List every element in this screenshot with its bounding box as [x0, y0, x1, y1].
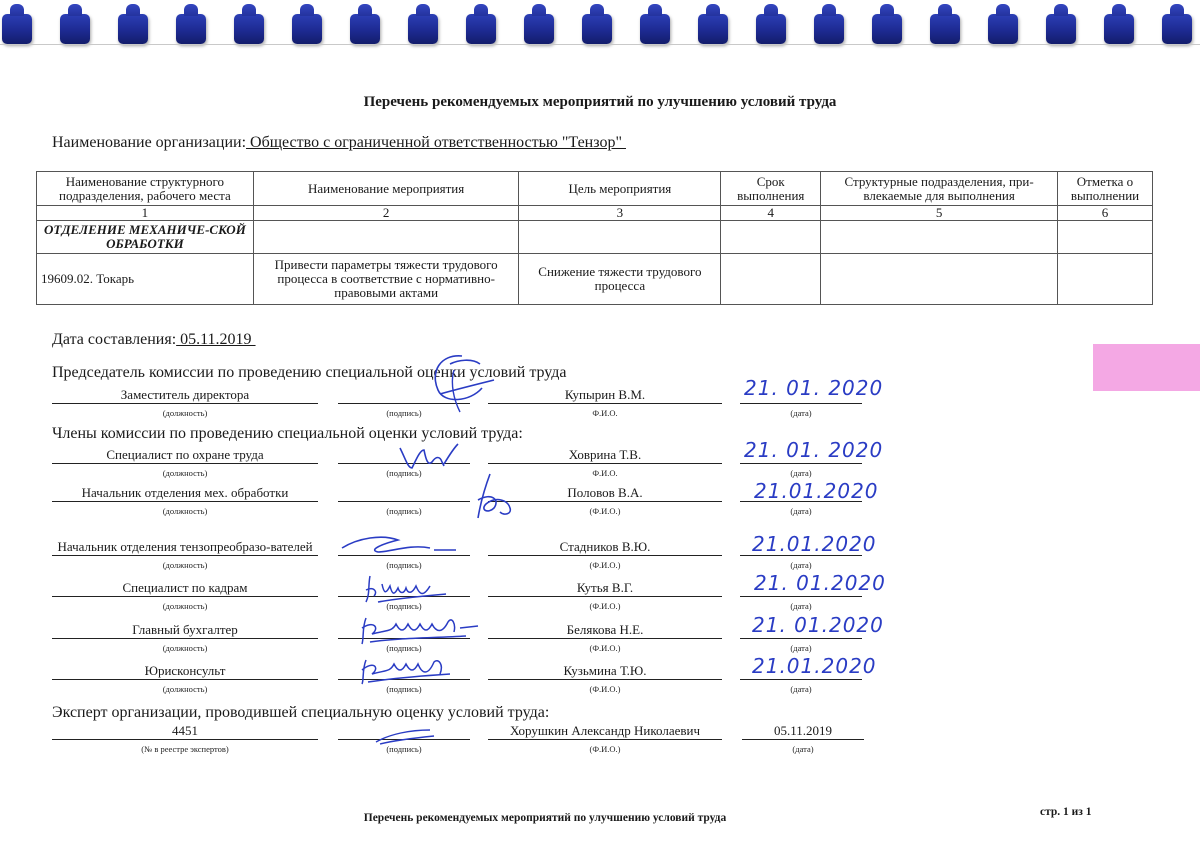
- member-signature: [358, 650, 458, 688]
- member-signature: [356, 610, 496, 648]
- deadline-cell: [721, 254, 821, 305]
- position-field: Юрисконсульт: [52, 663, 318, 680]
- table-header-row: [37, 172, 1153, 206]
- organization-name: Общество с ограниченной ответственностью "Тензор": [246, 134, 626, 151]
- header-cell: Структурные подразделения, при-влекаемые для выполнения: [821, 172, 1058, 206]
- fio-caption: Ф.И.О.: [592, 468, 618, 478]
- chair-signature-row: [0, 376, 1200, 418]
- chair-signature: [410, 350, 500, 418]
- member-signature-row: [0, 613, 1200, 653]
- table-row: [37, 254, 1153, 305]
- column-number: 1: [37, 206, 254, 221]
- position-field: Специалист по охране труда: [52, 447, 318, 464]
- handwritten-date: 21. 01.2020: [754, 571, 886, 595]
- department-name: ОТДЕЛЕНИЕ МЕХАНИЧЕ-СКОЙ ОБРАБОТКИ: [37, 221, 254, 254]
- signature-caption: (подпись): [386, 643, 422, 653]
- date-caption: (дата): [790, 684, 812, 694]
- member-signature: [396, 440, 466, 474]
- binding-ring: [756, 14, 786, 44]
- fio-caption: (Ф.И.О.): [589, 643, 621, 653]
- fio-field: Кутья В.Г.: [488, 580, 722, 597]
- binding-ring: [1104, 14, 1134, 44]
- column-number: 3: [519, 206, 721, 221]
- member-signature-row: [0, 479, 1200, 516]
- measures-table: [36, 171, 1153, 305]
- position-caption: (должность): [162, 506, 208, 516]
- signature-field: [338, 485, 470, 502]
- position-caption: (должность): [162, 468, 208, 478]
- signature-caption: (подпись): [386, 744, 422, 754]
- binding-ring: [350, 14, 380, 44]
- binding-ring: [176, 14, 206, 44]
- expert-signature: [370, 724, 440, 750]
- binding-ring: [1046, 14, 1076, 44]
- workplace-cell: 19609.02. Токарь: [37, 254, 254, 305]
- measure-cell: Привести параметры тяжести трудового процесса в соответствие с нормативно-правовыми актами: [253, 254, 519, 305]
- signature-caption: (подпись): [386, 408, 422, 418]
- goal-cell: Снижение тяжести трудового процесса: [519, 254, 721, 305]
- organization-line: [52, 134, 626, 152]
- handwritten-date: 21. 01. 2020: [744, 438, 884, 462]
- column-number: 4: [721, 206, 821, 221]
- position-field: Начальник отделения мех. обработки: [52, 485, 318, 502]
- date-caption: (дата): [790, 468, 812, 478]
- column-number: 2: [253, 206, 519, 221]
- handwritten-date: 21. 01.2020: [752, 613, 884, 637]
- compiled-label: Дата составления:: [52, 331, 177, 348]
- date-caption: (дата): [790, 506, 812, 516]
- position-caption: (должность): [162, 601, 208, 611]
- binding-ring: [292, 14, 322, 44]
- header-cell: Наименование структурного подразделения, рабочего места: [37, 172, 254, 206]
- header-cell: Отметка о выполнении: [1057, 172, 1152, 206]
- column-number: 5: [821, 206, 1058, 221]
- paper-edge: [0, 44, 1200, 45]
- member-signature-row: [0, 438, 1200, 478]
- member-signature-row: [0, 571, 1200, 611]
- binding-ring: [814, 14, 844, 44]
- binding-ring: [2, 14, 32, 44]
- signature-caption: (подпись): [386, 601, 422, 611]
- date-caption: (дата): [790, 643, 812, 653]
- fio-caption: (Ф.И.О.): [589, 684, 621, 694]
- position-field: Заместитель директора: [52, 387, 318, 404]
- position-field: Главный бухгалтер: [52, 622, 318, 639]
- member-signature-row: [0, 654, 1200, 694]
- position-caption: (должность): [162, 643, 208, 653]
- signature-caption: (подпись): [386, 468, 422, 478]
- position-caption: (должность): [162, 684, 208, 694]
- date-caption: (дата): [790, 560, 812, 570]
- position-caption: (должность): [162, 408, 208, 418]
- fio-field: Ховрина Т.В.: [488, 447, 722, 464]
- registry-number-field: 4451: [52, 723, 318, 740]
- binding-ring: [988, 14, 1018, 44]
- binding-ring: [698, 14, 728, 44]
- fio-field: Стадников В.Ю.: [488, 539, 722, 556]
- date-caption: (дата): [790, 601, 812, 611]
- fio-field: Хорушкин Александр Николаевич: [488, 723, 722, 740]
- page-number: стр. 1 из 1: [1040, 806, 1092, 818]
- binding-ring: [582, 14, 612, 44]
- date-caption: (дата): [790, 408, 812, 418]
- fio-field: Белякова Н.Е.: [488, 622, 722, 639]
- footer-title: Перечень рекомендуемых мероприятий по улучшению условий труда: [363, 812, 727, 824]
- member-signature: [470, 470, 520, 522]
- binding-ring: [234, 14, 264, 44]
- spiral-binding: [0, 0, 1200, 56]
- expert-signature-row: [0, 722, 1200, 754]
- chair-heading: Председатель комиссии по проведению специальной оценки условий труда: [52, 364, 567, 381]
- member-signature-row: [0, 528, 1200, 570]
- position-field: Начальник отделения тензопреобразо-вателей: [52, 539, 318, 556]
- handwritten-date: 21. 01. 2020: [744, 376, 884, 400]
- header-cell: Цель мероприятия: [519, 172, 721, 206]
- mark-cell: [1057, 254, 1152, 305]
- binding-ring: [118, 14, 148, 44]
- fio-caption: (Ф.И.О.): [589, 560, 621, 570]
- signature-caption: (подпись): [386, 560, 422, 570]
- header-cell: Наименование мероприятия: [253, 172, 519, 206]
- handwritten-date: 21.01.2020: [752, 654, 877, 678]
- binding-ring: [60, 14, 90, 44]
- handwritten-date: 21.01.2020: [754, 479, 879, 503]
- signature-caption: (подпись): [386, 684, 422, 694]
- header-cell: Срок выполнения: [721, 172, 821, 206]
- binding-ring: [524, 14, 554, 44]
- fio-field: Половов В.А.: [488, 485, 722, 502]
- fio-field: Купырин В.М.: [488, 387, 722, 404]
- date-field: 05.11.2019: [742, 723, 864, 740]
- department-row: [37, 221, 1153, 254]
- position-field: Специалист по кадрам: [52, 580, 318, 597]
- binding-ring: [640, 14, 670, 44]
- document-title: Перечень рекомендуемых мероприятий по улучшению условий труда: [363, 94, 837, 110]
- binding-ring: [408, 14, 438, 44]
- binding-ring: [930, 14, 960, 44]
- member-signature: [338, 530, 468, 560]
- signature-caption: (подпись): [386, 506, 422, 516]
- member-signature: [360, 570, 450, 610]
- column-number: 6: [1057, 206, 1152, 221]
- expert-heading: Эксперт организации, проводившей специальную оценку условий труда:: [52, 704, 550, 721]
- organization-label: Наименование организации:: [52, 134, 247, 151]
- members-heading: Члены комиссии по проведению специальной оценки условий труда:: [52, 425, 523, 442]
- fio-caption: (Ф.И.О.): [589, 601, 621, 611]
- fio-caption: Ф.И.О.: [592, 408, 618, 418]
- compiled-date: 05.11.2019: [176, 331, 256, 348]
- units-cell: [821, 254, 1058, 305]
- registry-caption: (№ в реестре экспертов): [141, 744, 229, 754]
- date-caption: (дата): [792, 744, 814, 754]
- fio-caption: (Ф.И.О.): [589, 744, 621, 754]
- fio-caption: (Ф.И.О.): [589, 506, 621, 516]
- column-number-row: [37, 206, 1153, 221]
- fio-field: Кузьмина Т.Ю.: [488, 663, 722, 680]
- handwritten-date: 21.01.2020: [752, 532, 877, 556]
- binding-ring: [1162, 14, 1192, 44]
- compiled-date-line: [52, 331, 256, 349]
- binding-ring: [466, 14, 496, 44]
- position-caption: (должность): [162, 560, 208, 570]
- binding-ring: [872, 14, 902, 44]
